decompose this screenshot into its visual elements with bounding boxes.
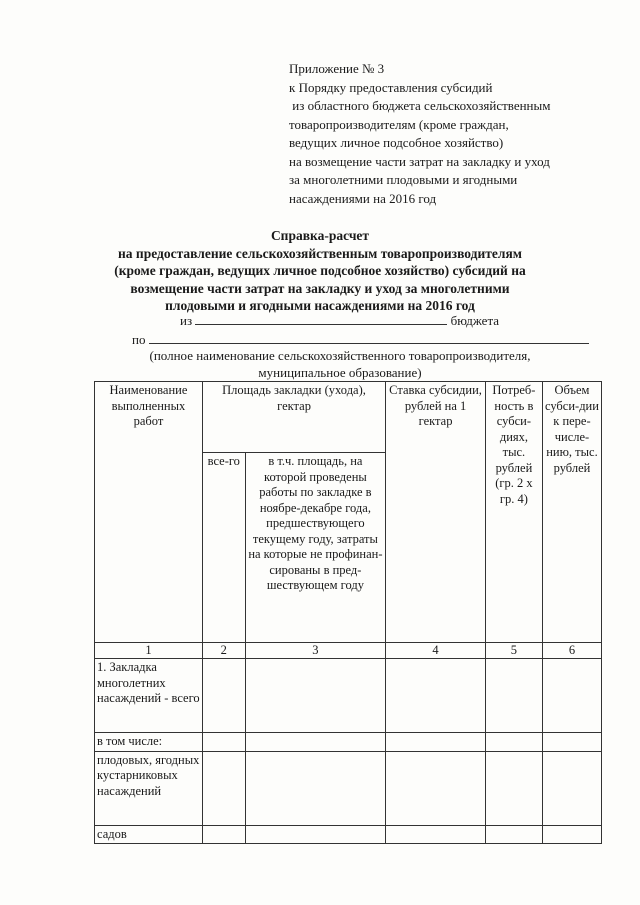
table-row — [95, 659, 602, 733]
header-need: Потреб-ность в субси-диях, тыс. рублей (гр. 2 х гр. 4) — [485, 382, 542, 643]
data-cell[interactable] — [485, 733, 542, 752]
calculation-table — [94, 381, 602, 844]
appendix-block — [289, 60, 619, 208]
header-volume: Объем субси-дии к пере-числе-нию, тыс. рублей — [542, 382, 601, 643]
data-cell[interactable] — [485, 751, 542, 825]
producer-note — [80, 348, 600, 381]
data-cell[interactable] — [542, 751, 601, 825]
note-line: (полное наименование сельскохозяйственного товаропроизводителя, — [149, 348, 531, 363]
appendix-line: Приложение № 3 — [289, 61, 385, 76]
budget-suffix: бюджета — [450, 313, 500, 328]
appendix-line: из областного бюджета сельскохозяйственным — [289, 98, 551, 113]
appendix-line: насаждениями на 2016 год — [289, 190, 437, 206]
row-label: садов — [95, 825, 203, 844]
data-cell[interactable] — [245, 733, 386, 752]
data-cell[interactable] — [245, 825, 386, 844]
heading-line: плодовыми и ягодными насаждениями на 2016 год — [165, 298, 475, 313]
table-row — [95, 733, 602, 752]
data-cell[interactable] — [245, 659, 386, 733]
header-work-name: Наименование выполненных работ — [95, 382, 203, 643]
col-number: 5 — [485, 643, 542, 659]
data-cell[interactable] — [202, 825, 245, 844]
data-cell[interactable] — [386, 825, 486, 844]
producer-line — [132, 332, 589, 348]
row-label: 1. Закладка многолетних насаждений - всего — [95, 659, 203, 733]
col-number: 4 — [386, 643, 486, 659]
data-cell[interactable] — [245, 751, 386, 825]
col-number: 2 — [202, 643, 245, 659]
data-cell[interactable] — [386, 659, 486, 733]
data-cell[interactable] — [386, 733, 486, 752]
col-number: 6 — [542, 643, 601, 659]
producer-prefix: по — [132, 332, 146, 347]
producer-blank-field[interactable] — [149, 332, 589, 344]
data-cell[interactable] — [542, 659, 601, 733]
heading-line: (кроме граждан, ведущих личное подсобное хозяйство) субсидий на — [114, 263, 526, 278]
data-cell[interactable] — [485, 659, 542, 733]
appendix-line: за многолетними плодовыми и ягодными — [289, 172, 518, 187]
appendix-line: к Порядку предоставления субсидий — [289, 79, 493, 95]
budget-line — [180, 313, 499, 329]
header-area-total: все-го — [202, 453, 245, 643]
appendix-line: на возмещение части затрат на закладку и уход — [289, 153, 550, 169]
header-rate: Ставка субсидии, рублей на 1 гектар — [386, 382, 486, 643]
table-row — [95, 825, 602, 844]
appendix-line: товаропроизводителям (кроме граждан, — [289, 116, 509, 132]
note-line: муниципальное образование) — [258, 364, 422, 380]
data-cell[interactable] — [542, 733, 601, 752]
header-area-incl: в т.ч. площадь, на которой проведены работы по закладке в ноябре-декабре года, предшествующего текущему году, затраты на которые не профинан-сированы в пред-шествующем году — [245, 453, 386, 643]
budget-prefix: из — [180, 313, 193, 328]
data-cell[interactable] — [542, 825, 601, 844]
heading-line: на предоставление сельскохозяйственным товаропроизводителям — [118, 245, 522, 261]
header-area: Площадь закладки (ухода), гектар — [202, 382, 385, 453]
data-cell[interactable] — [202, 733, 245, 752]
col-number: 3 — [245, 643, 386, 659]
row-label: плодовых, ягодных кустарниковых насаждений — [95, 751, 203, 825]
heading-line: возмещение части затрат на закладку и уход за многолетними — [130, 280, 510, 296]
budget-blank-field[interactable] — [195, 313, 447, 325]
table-row — [95, 751, 602, 825]
data-cell[interactable] — [202, 659, 245, 733]
data-cell[interactable] — [386, 751, 486, 825]
col-number: 1 — [95, 643, 203, 659]
document-title: Справка-расчет — [270, 228, 370, 243]
row-label: в том числе: — [95, 733, 203, 752]
document-heading — [40, 227, 600, 315]
data-cell[interactable] — [202, 751, 245, 825]
appendix-line: ведущих личное подсобное хозяйство) — [289, 135, 504, 150]
data-cell[interactable] — [485, 825, 542, 844]
